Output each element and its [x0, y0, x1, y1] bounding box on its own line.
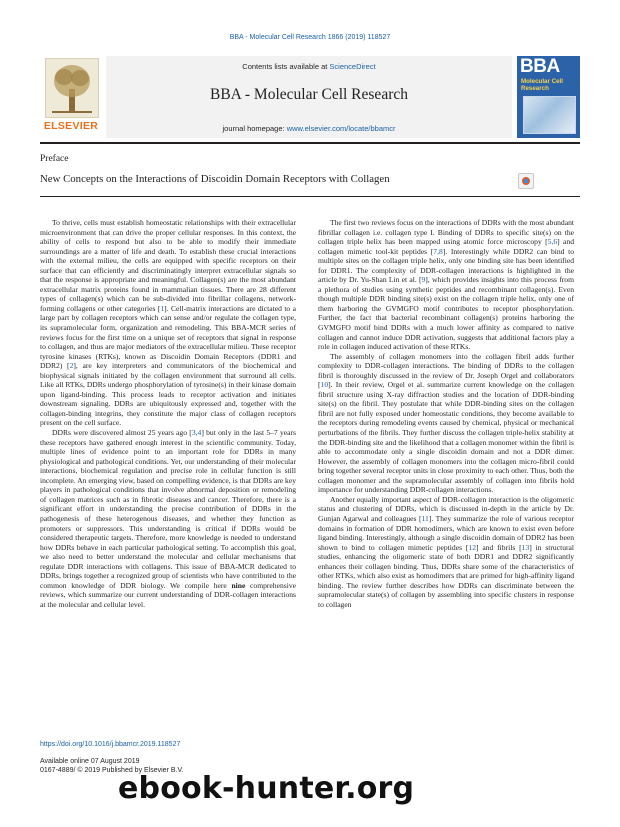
citation-link[interactable]: 1 — [160, 303, 165, 313]
header-divider — [40, 142, 580, 144]
citation-link[interactable]: 3,4 — [191, 428, 202, 438]
copyright-line: 0167-4889/ © 2019 Published by Elsevier B.V. — [40, 767, 184, 774]
article-title: New Concepts on the Interactions of Discoidin Domain Receptors with Collagen — [40, 173, 390, 185]
paragraph: The first two reviews focus on the interactions of DDRs with the most abundant fibrillar collagen i.e. collagen type I. Binding of DDRs to specific site(s) on the collagen triple helix has been mapped using atomic force microscopy [5,6] and collagen mimetic tool-kit peptides [7,8]. Interestingly while DDR2 can bind to multiple sites on the collagen triple helix, only one binding site has been identified for DDR1. The complexity of DDR-collagen interactions is highlighted in the article by Dr. Yu-Shan Lin et al. [9], which provides insights into this process from a plethora of studies using synthetic peptides and recombinant collagen(s). Even though multiple DDR binding site(s) exist on the collagen triple helix, only one of them harboring the GVMGFO motif contributes to receptor phosphorylation. Further, the fact that bacterial recombinant collagen(s) proteins harboring the GVMGFO motif bind DDRs with a much lower affinity as compared to native collagen and cannot induce DDR activation, suggests that additional factors play a role in collagen induced activation of these RTKs. — [318, 218, 574, 352]
cover-illustration — [523, 96, 576, 134]
journal-title: BBA - Molecular Cell Research — [209, 86, 408, 103]
available-online-date: Available online 07 August 2019 — [40, 758, 140, 765]
citation-link[interactable]: 11 — [421, 513, 429, 523]
citation-link[interactable]: 5,6 — [547, 237, 558, 247]
contents-line — [106, 62, 512, 71]
homepage-line — [106, 124, 512, 133]
crossmark-icon[interactable] — [518, 173, 534, 189]
citation-link[interactable]: 9 — [421, 275, 426, 285]
paragraph: Another equally important aspect of DDR-collagen interaction is the oligomeric status and clustering of DDRs, which is discussed in-depth in the article by Dr. Gunjan Agarwal and colleagues [11]. They summarize the role of various receptor domains in formation of DDR homodimers, which are known to exist even before ligand binding. Interestingly, although a single discoidin domain of DDR2 has been shown to bind to collagen mimetic peptides [12] and fibrils [13] in structural studies, enhancing the oligomeric state of both DDR1 and DDR2 significantly enhances their collagen binding. Thus, DDRs share some of the characteristics of other RTKs, which also exist as homodimers that are primed for high-affinity ligand binding. The review further describes how DDRs can discriminate between the supramolecular state(s) of collagen by assembling into specific clusters in response to collagen — [318, 494, 575, 609]
cover-subtitle: Molecular Cell Research — [521, 78, 563, 92]
citation-link[interactable]: 10 — [320, 380, 329, 390]
citation-link[interactable]: 2 — [69, 361, 74, 371]
article-section-label: Preface — [40, 154, 69, 164]
doi-link[interactable]: https://doi.org/10.1016/j.bbamcr.2019.118527 — [40, 741, 181, 748]
journal-cover-image[interactable] — [517, 56, 580, 138]
journal-homepage-link[interactable]: www.elsevier.com/locate/bbamcr — [286, 124, 396, 133]
body-column-left — [40, 218, 296, 609]
title-divider — [40, 196, 580, 197]
contents-prefix: Contents lists available at — [242, 62, 330, 71]
sciencedirect-link[interactable]: ScienceDirect — [329, 62, 376, 71]
body-column-right — [318, 218, 574, 609]
paragraph: DDRs were discovered almost 25 years ago [3,4] but only in the last 5–7 years these receptors have gathered enough interest in the scientific community. Today, multiple lines of evidence point to an important role for DDRs in many physiological and pathological conditions. Yet, our understanding of their molecular interactions, biochemical regulation and precise role in cellular function is still incomplete. An emerging view, based on compelling evidence, is that DDRs are key players in pathological conditions that involve abnormal deposition or remodeling of collagen matrices such as in fibrotic diseases and cancer. Therefore, there is a significant effort in understanding the precise contribution of DDRs in the pathogenesis of these heterogenous diseases, and whether they function as promoters or suppressors. This understanding is critical if DDRs would be considered therapeutic targets. Therefore, more knowledge is needed to understand how DDRs behave in each particular pathological setting. To accomplish this goal, we also need to better understand the molecular and cellular mechanisms that regulate DDR interactions with collagens. This issue of BBA-MCR dedicated to DDRs, brings together a recognized group of scientists who have contributed to the common knowledge of DDR biology. We compile here nine comprehensive reviews, which summarize our current understanding of DDR-collagen interactions at the molecular and cellular level. — [40, 428, 296, 609]
journal-header — [40, 56, 580, 138]
elsevier-logo — [40, 56, 102, 138]
paragraph: To thrive, cells must establish homeostatic relationships with their extracellular microenvironment that can drive the proper cellular responses. In this context, the ability of cells to respond but also to be able to modify their immediate surroundings are a matter of life and death. To establish these crucial interactions with the external milieu, the cells are equipped with specific receptors on their surface that can efficiently and discriminatingly interpret extracellular signals so that the response is appropriate and meaningful. Collagen(s) are the most abundant extracellular matrix proteins found in mammalian tissues. There are 28 different types of collagen(s) which can be sub-divided into fibrillar collagens, network-forming collagens or other categories [1]. Cell-matrix interactions are dictated to a large part by collagen receptors which can sense and/or regulate the collagen type, its supramolecular form, organization and remodeling. This BBA-MCR series of reviews focus for the first time on a unique set of receptors that signal in response to collagen, and thus are major mediators of the extracellular milieu. These receptor tyrosine kinases (RTKs), known as Discoidin Domain Receptors (DDR1 and DDR2) [2], are key interpreters and communicators of the biochemical and biophysical signals initiated by the collagen environment that surround all cells. Like all RTKs, DDRs undergo phosphorylation of tyrosine(s) in their kinase domain upon ligand-binding. This process leads to receptor activation and initiates downstream signaling. DDRs are ubiquitously expressed and, together with the collagen-binding integrins, they constitute the major class of collagen receptors present on the cell surface. — [40, 218, 297, 428]
citation-link[interactable]: 7,8 — [433, 246, 443, 256]
citation-link[interactable]: 12 — [468, 542, 476, 552]
journal-reference[interactable]: BBA - Molecular Cell Research 1866 (2019) 118527 — [229, 34, 391, 41]
cover-title: BBA — [520, 56, 560, 77]
elsevier-wordmark: ELSEVIER — [43, 120, 99, 132]
homepage-prefix: journal homepage: — [222, 124, 287, 133]
watermark: ebook-hunter.org — [118, 771, 415, 806]
elsevier-tree-icon — [45, 58, 99, 118]
citation-link[interactable]: 13 — [521, 542, 530, 552]
header-band — [106, 56, 512, 138]
paragraph: The assembly of collagen monomers into the collagen fibril adds further complexity to DDR-collagen interactions. The binding of DDRs to the collagen fibril is thoroughly discussed in the review of Dr. Joseph Orgel and collaborators [10]. In their review, Orgel et al. summarize current knowledge on the collagen fibril structure using X-ray diffraction studies and the location of DDR-binding site(s) on the fibril. They postulate that while DDR-binding sites on the collagen fibril are not fully exposed under homeostatic conditions, they become available to the receptors during remodeling events caused by chemical, physical or mechanical perturbations of the fibrils. They further discuss the collagen triple-helix stability at the DDR-binding site and the likelihood that a collagen monomer within the fibril is able to accommodate only a single discoidin domain and not a DDR dimer. However, the assembly of collagen monomers into the collagen micro-fibril could bring together several receptor units in close proximity to each other. Thus, both the collagen monomer and the supramolecular assembly of collagen into fibrils hold importance for understanding DDR-collagen interactions. — [318, 351, 574, 495]
emphasis-text: nine — [231, 580, 246, 590]
